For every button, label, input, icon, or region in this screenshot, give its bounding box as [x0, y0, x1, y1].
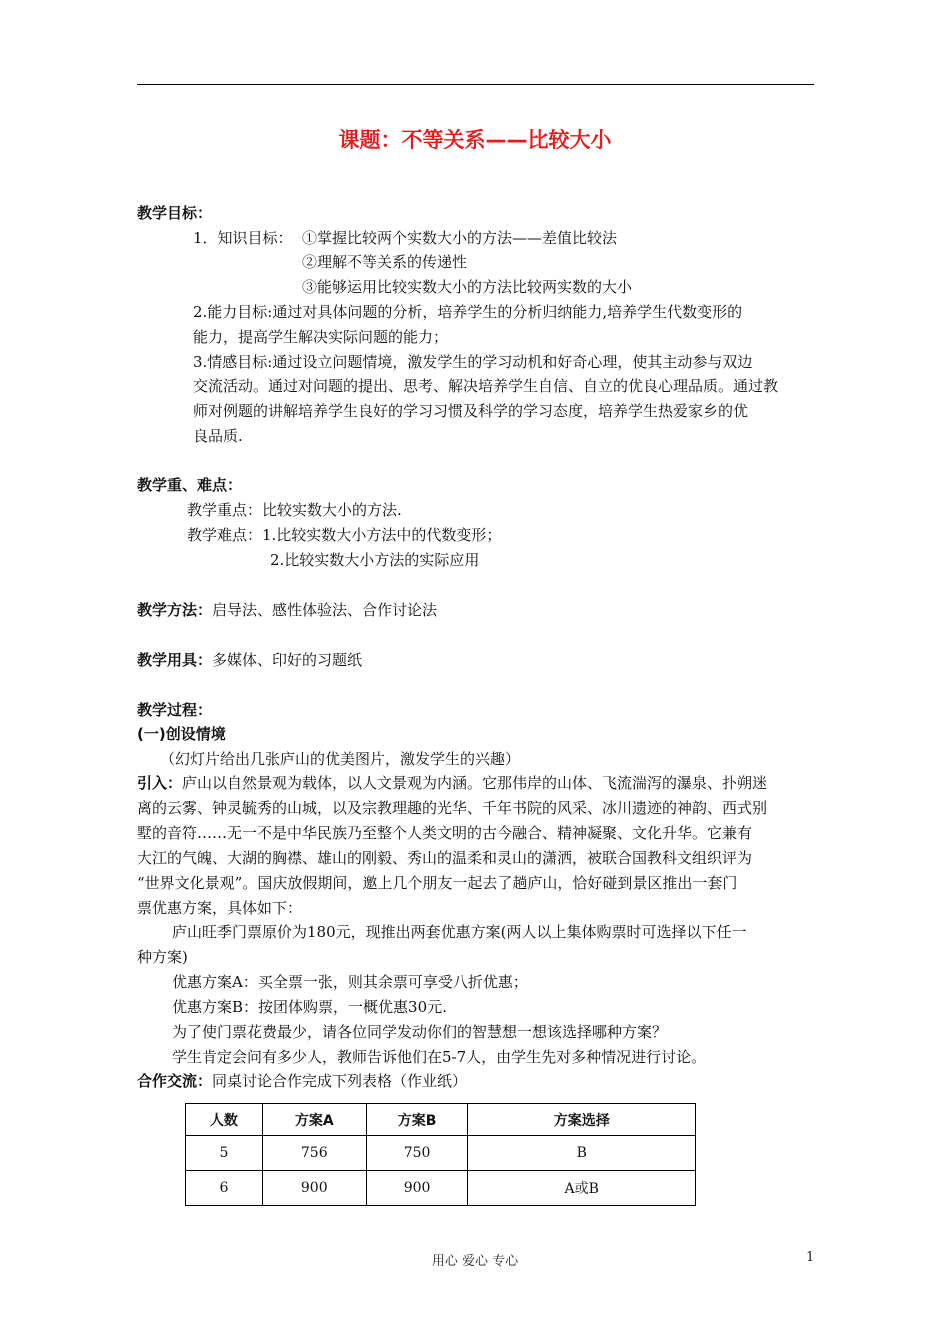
slide-note: （幻灯片给出几张庐山的优美图片，激发学生的兴趣）: [160, 750, 521, 768]
ability-line-1: 2.能力目标:通过对具体问题的分析，培养学生的分析归纳能力,培养学生代数变形的: [193, 303, 743, 321]
knowledge-label: 1．知识目标：: [193, 229, 293, 247]
plan-a-line: 优惠方案A：买全票一张，则其余票可享受八折优惠；: [172, 973, 528, 991]
header-choice: 方案选择: [468, 1104, 696, 1136]
emotion-line-1: 3.情感目标:通过设立问题情境，激发学生的学习动机和好奇心理，使其主动参与双边: [193, 353, 753, 371]
cell-plan-a: 900: [262, 1171, 366, 1206]
intro-line-4: 大江的气魄、大湖的胸襟、雄山的刚毅、秀山的温柔和灵山的潇洒，被联合国教科文组织评为: [137, 849, 753, 867]
tools-line: [137, 650, 362, 670]
emotion-line-3: 师对例题的讲解培养学生良好的学习习惯及科学的学习态度，培养学生热爱家乡的优: [193, 402, 749, 420]
header-rule: [137, 84, 814, 85]
emotion-line-4: 良品质.: [193, 427, 243, 445]
page-footer: 用心 爱心 专心: [431, 1254, 519, 1269]
keypoints-heading: 教学重、难点：: [137, 476, 243, 494]
tools-text: 多媒体、印好的习题纸: [212, 651, 363, 669]
intro-line-5: “世界文化景观”。国庆放假期间，邀上几个朋友一起去了趟庐山，恰好碰到景区推出一套门: [137, 874, 738, 892]
coop-label: 合作交流：: [137, 1072, 213, 1090]
discuss-line: 学生肯定会问有多少人，教师告诉他们在5-7人，由学生先对多种情况进行讨论。: [172, 1048, 707, 1066]
tools-label: 教学用具：: [137, 651, 213, 669]
objectives-heading: 教学目标：: [137, 204, 213, 222]
table-header-row: [186, 1104, 696, 1136]
question-line: 为了使门票花费最少，请各位同学发动你们的智慧想一想该选择哪种方案？: [172, 1023, 668, 1041]
cell-people: 5: [186, 1136, 263, 1171]
section-1-heading: (一)创设情境: [137, 725, 226, 743]
header-people: 人数: [186, 1104, 263, 1136]
knowledge-item-3: ③能够运用比较实数大小的方法比较两实数的大小: [302, 278, 633, 296]
intro-line-6: 票优惠方案，具体如下：: [137, 899, 303, 917]
header-plan-b: 方案B: [366, 1104, 468, 1136]
knowledge-item-2: ②理解不等关系的传递性: [302, 253, 468, 271]
coop-line: [137, 1071, 467, 1091]
cell-plan-a: 756: [262, 1136, 366, 1171]
methods-label: 教学方法：: [137, 601, 213, 619]
cell-choice: B: [468, 1136, 696, 1171]
price-line-2: 种方案): [137, 948, 188, 966]
plan-table: [185, 1103, 696, 1206]
intro-label: 引入：: [137, 774, 183, 792]
difficulty-line-2: 2.比较实数大小方法的实际应用: [270, 551, 480, 569]
focus-line: 教学重点：比较实数大小的方法.: [187, 501, 402, 519]
process-heading: 教学过程：: [137, 701, 213, 719]
cell-plan-b: 900: [366, 1171, 468, 1206]
header-plan-a: 方案A: [262, 1104, 366, 1136]
difficulty-line-1: 教学难点：1.比较实数大小方法中的代数变形；: [187, 526, 502, 544]
intro-line-1: [137, 773, 767, 793]
knowledge-item-1: ①掌握比较两个实数大小的方法——差值比较法: [302, 229, 618, 247]
page-title: 课题：不等关系——比较大小: [338, 128, 612, 152]
methods-line: [137, 600, 437, 620]
intro-line-3: 墅的音符……无一不是中华民族乃至整个人类文明的古今融合、精神凝聚、文化升华。它兼有: [137, 824, 753, 842]
emotion-line-2: 交流活动。通过对问题的提出、思考、解决培养学生自信、自立的优良心理品质。通过教: [193, 377, 779, 395]
cell-choice: A或B: [468, 1171, 696, 1206]
ability-line-2: 能力，提高学生解决实际问题的能力；: [193, 328, 449, 346]
cell-people: 6: [186, 1171, 263, 1206]
cell-plan-b: 750: [366, 1136, 468, 1171]
coop-text: 同桌讨论合作完成下列表格（作业纸）: [212, 1072, 468, 1090]
plan-b-line: 优惠方案B：按团体购票，一概优惠30元.: [172, 998, 447, 1016]
intro-text-1: 庐山以自然景观为载体，以人文景观为内涵。它那伟岸的山体、飞流湍泻的瀑泉、扑朔迷: [182, 774, 768, 792]
intro-line-2: 离的云雾、钟灵毓秀的山城，以及宗教理趣的光华、千年书院的风采、冰川遗迹的神韵、西式别: [137, 799, 768, 817]
page-number: 1: [806, 1250, 815, 1265]
table-row: [186, 1136, 696, 1171]
table-row: [186, 1171, 696, 1206]
price-line-1: 庐山旺季门票原价为180元，现推出两套优惠方案(两人以上集体购票时可选择以下任一: [172, 923, 747, 941]
methods-text: 启导法、感性体验法、合作讨论法: [212, 601, 438, 619]
